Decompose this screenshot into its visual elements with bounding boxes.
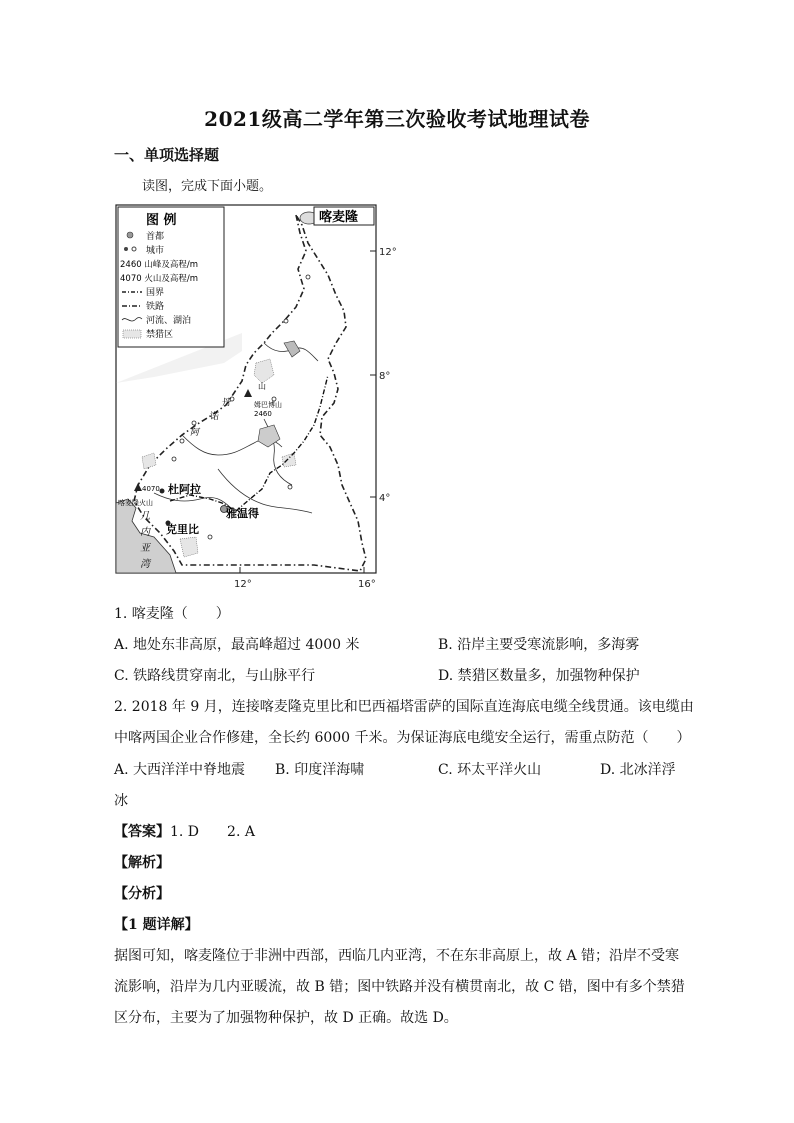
douala-label: 杜阿拉 (168, 483, 201, 496)
gulf-char-4: 湾 (140, 559, 150, 570)
lon-label-16: 16° (358, 579, 376, 590)
legend-capital: 首都 (146, 232, 165, 242)
legend-river: 河流、湖泊 (146, 316, 192, 326)
legend-volcano: 4070 火山及高程/m (120, 274, 198, 284)
legend-city: 城市 (146, 246, 165, 256)
legend-border: 国界 (146, 288, 165, 298)
gulf-char-3: 亚 (140, 543, 150, 554)
legend-reserve: 禁猎区 (146, 330, 174, 340)
q2-stem-line-1: 2. 2018 年 9 月，连接喀麦隆克里比和巴西福塔雷萨的国际直连海底电缆全线贯通。该电缆由 (114, 699, 694, 715)
volcano-label: 喀麦隆火山 (118, 499, 153, 507)
q2-option-d: D. 北冰洋浮 (600, 762, 676, 778)
q1-stem: 1. 喀麦隆（ ） (114, 606, 230, 622)
gulf-char-1: 几 (140, 511, 150, 522)
country-label: 喀麦隆 (319, 210, 359, 225)
kribi-label: 克里比 (166, 523, 199, 536)
peak-height: 2460 (254, 410, 272, 418)
detail-line-2: 流影响，沿岸为几内亚暖流，故 B 错；图中铁路并没有横贯南北，故 C 错，图中有多个禁猎 (114, 979, 685, 995)
q1-option-d: D. 禁猎区数量多，加强物种保护 (438, 668, 640, 684)
danuo-char-2: 诺 (210, 412, 220, 422)
peak-label: 姆巴博山 (254, 401, 282, 409)
q2-option-a: A. 大西洋洋中脊地震 (114, 762, 246, 778)
detail-tag: 【1 题详解】 (114, 917, 199, 933)
capital-symbol (127, 232, 133, 238)
page-title: 2021级高二学年第三次验收考试地理试卷 (204, 107, 590, 131)
q1-option-a: A. 地处东非高原，最高峰超过 4000 米 (114, 637, 360, 653)
analysis-tag: 【解析】 (114, 855, 170, 871)
q2-option-c: C. 环太平洋火山 (438, 762, 542, 778)
section-heading: 一、单项选择题 (114, 146, 220, 164)
intro-text: 读图，完成下面小题。 (142, 179, 273, 194)
q2-stem-line-2: 中喀两国企业合作修建，全长约 6000 千米。为保证海底电缆安全运行，需重点防范（ ） (114, 730, 691, 746)
lat-label-8: 8° (379, 371, 391, 382)
q1-option-c: C. 铁路线贯穿南北，与山脉平行 (114, 668, 316, 684)
answer-tag: 【答案】 (114, 824, 170, 840)
q2-option-d-wrap: 冰 (114, 793, 128, 809)
adamawa-char-1: 山 (258, 382, 266, 391)
douala-symbol (160, 489, 165, 494)
gulf-char-2: 内 (140, 527, 150, 538)
lon-label-12: 12° (234, 579, 252, 590)
detail-line-1: 据图可知，喀麦隆位于非洲中西部，西临几内亚湾，不在东非高原上，故 A 错；沿岸不受寒 (114, 948, 680, 964)
q1-option-b: B. 沿岸主要受寒流影响，多海雾 (438, 637, 640, 653)
river-char: 阿 (190, 428, 200, 438)
cameroon-map (114, 203, 397, 591)
fenxi-tag: 【分析】 (114, 886, 170, 902)
detail-line-3: 区分布，主要为了加强物种保护，故 D 正确。故选 D。 (114, 1010, 458, 1026)
lat-label-12: 12° (379, 247, 397, 258)
legend-title: 图 例 (146, 213, 177, 228)
legend-railway: 铁路 (146, 302, 165, 312)
answer-line (114, 821, 255, 841)
q2-option-b: B. 印度洋海啸 (275, 762, 365, 778)
legend-peak: 2460 山峰及高程/m (120, 260, 198, 270)
yaounde-label: 雅温得 (226, 507, 259, 520)
answer-text: 1. D 2. A (170, 824, 255, 840)
volcano-height: 4070 (142, 485, 160, 493)
danuo-char: 丹 (222, 398, 232, 408)
lat-label-4: 4° (379, 493, 391, 504)
